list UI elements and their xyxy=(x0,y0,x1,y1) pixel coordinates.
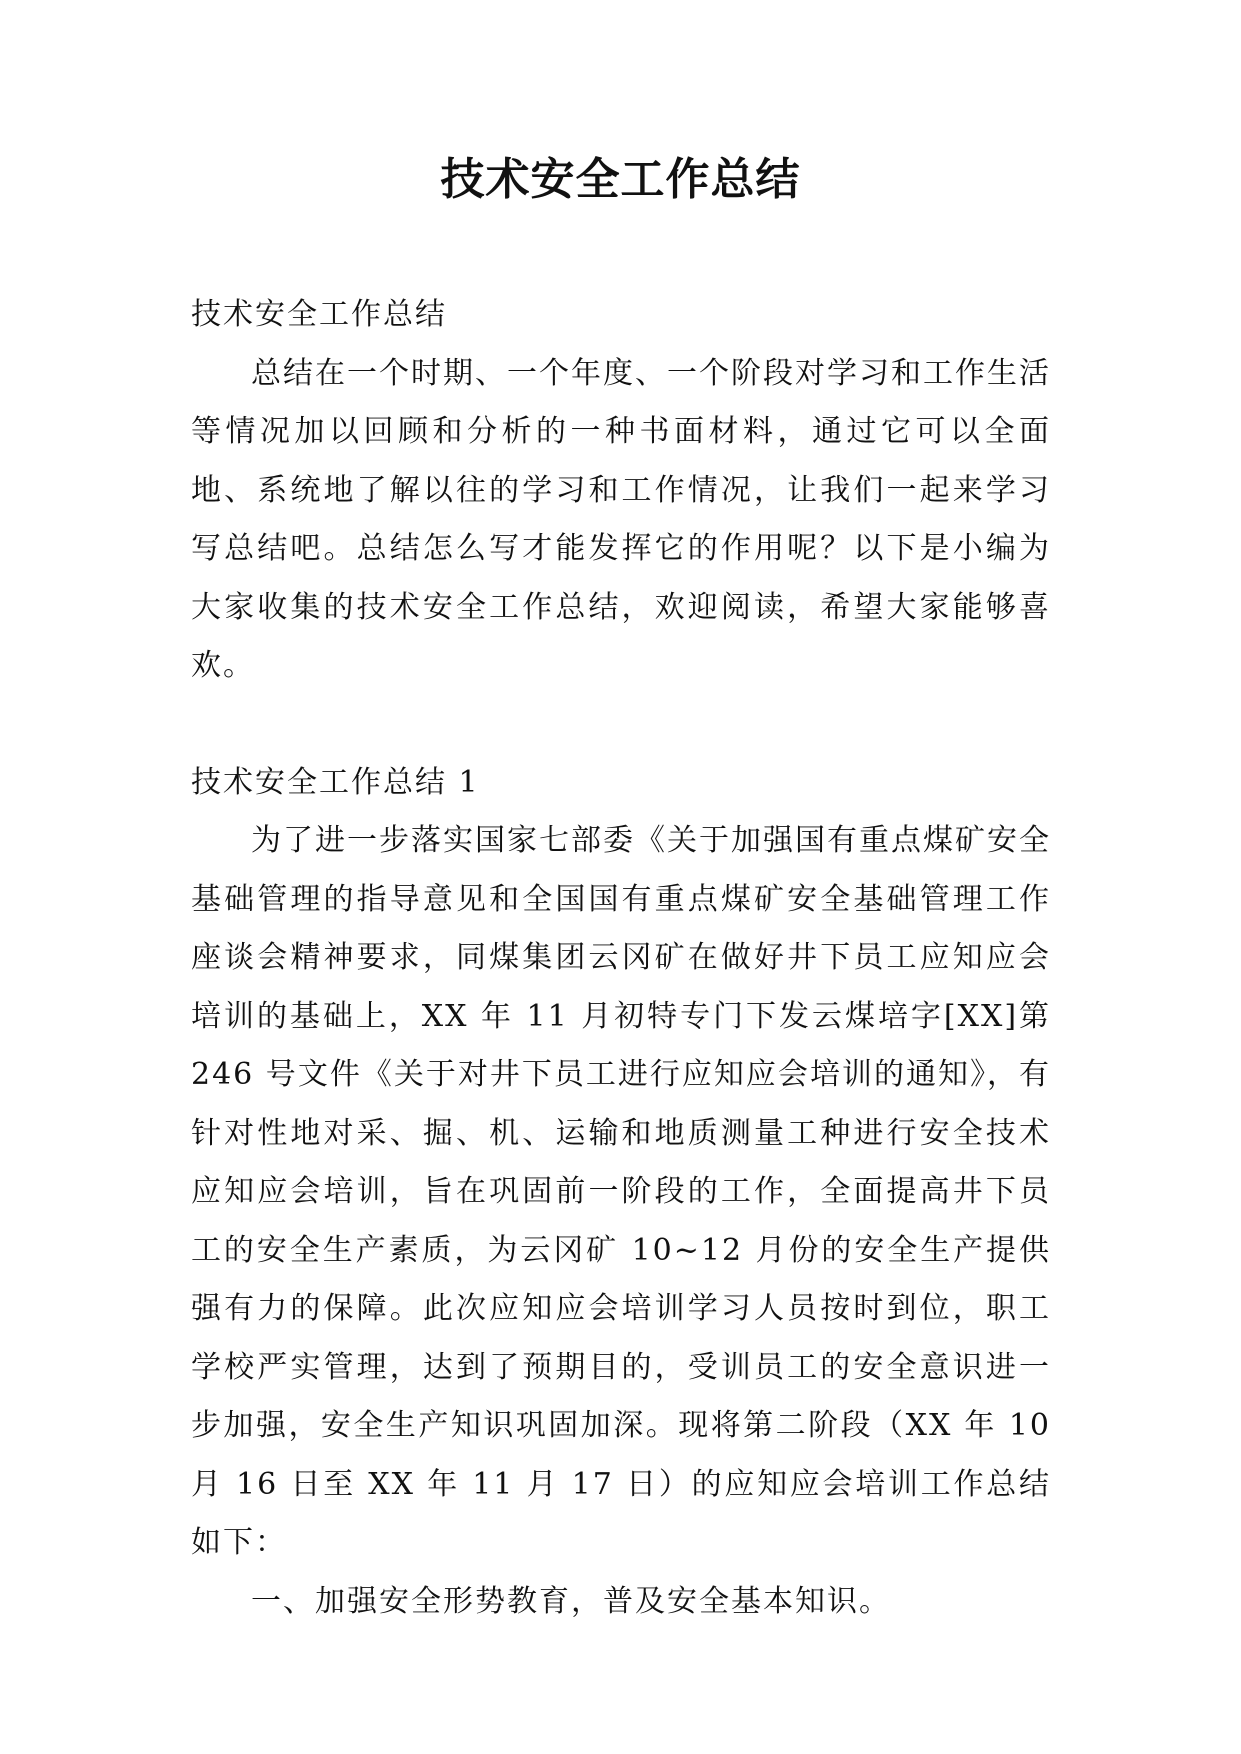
section-paragraph: 为了进一步落实国家七部委《关于加强国有重点煤矿安全基础管理的指导意见和全国国有重点煤矿安全基础管理工作座谈会精神要求，同煤集团云冈矿在做好井下员工应知应会培训的基础上，XX 年 11 月初特专门下发云煤培字[XX]第 246 号文件《关于对井下员工进行应知应会培训的通知》，有针对性地对采、掘、机、运输和地质测量工种进行安全技术应知应会培训，旨在巩固前一阶段的工作，全面提高井下员工的安全生产素质，为云冈矿 10~12 月份的安全生产提供强有力的保障。此次应知应会培训学习人员按时到位，职工学校严实管理，达到了预期目的，受训员工的安全意识进一步加强，安全生产知识巩固加深。现将第二阶段（XX 年 10 月 16 日至 XX 年 11 月 17 日）的应知应会培训工作总结如下： xyxy=(191,823,1051,1560)
section-heading: 技术安全工作总结 1 xyxy=(191,764,480,800)
document-body xyxy=(191,286,1051,1631)
paragraph-spacer xyxy=(191,696,1051,754)
point-heading: 一、加强安全形势教育，普及安全基本知识。 xyxy=(251,1583,891,1619)
intro-paragraph: 总结在一个时期、一个年度、一个阶段对学习和工作生活等情况加以回顾和分析的一种书面材料，通过它可以全面地、系统地了解以往的学习和工作情况，让我们一起来学习写总结吧。总结怎么写才能发挥它的作用呢？以下是小编为大家收集的技术安全工作总结，欢迎阅读，希望大家能够喜欢。 xyxy=(191,355,1051,683)
document-subtitle: 技术安全工作总结 xyxy=(191,297,447,332)
document-title: 技术安全工作总结 xyxy=(440,154,801,205)
